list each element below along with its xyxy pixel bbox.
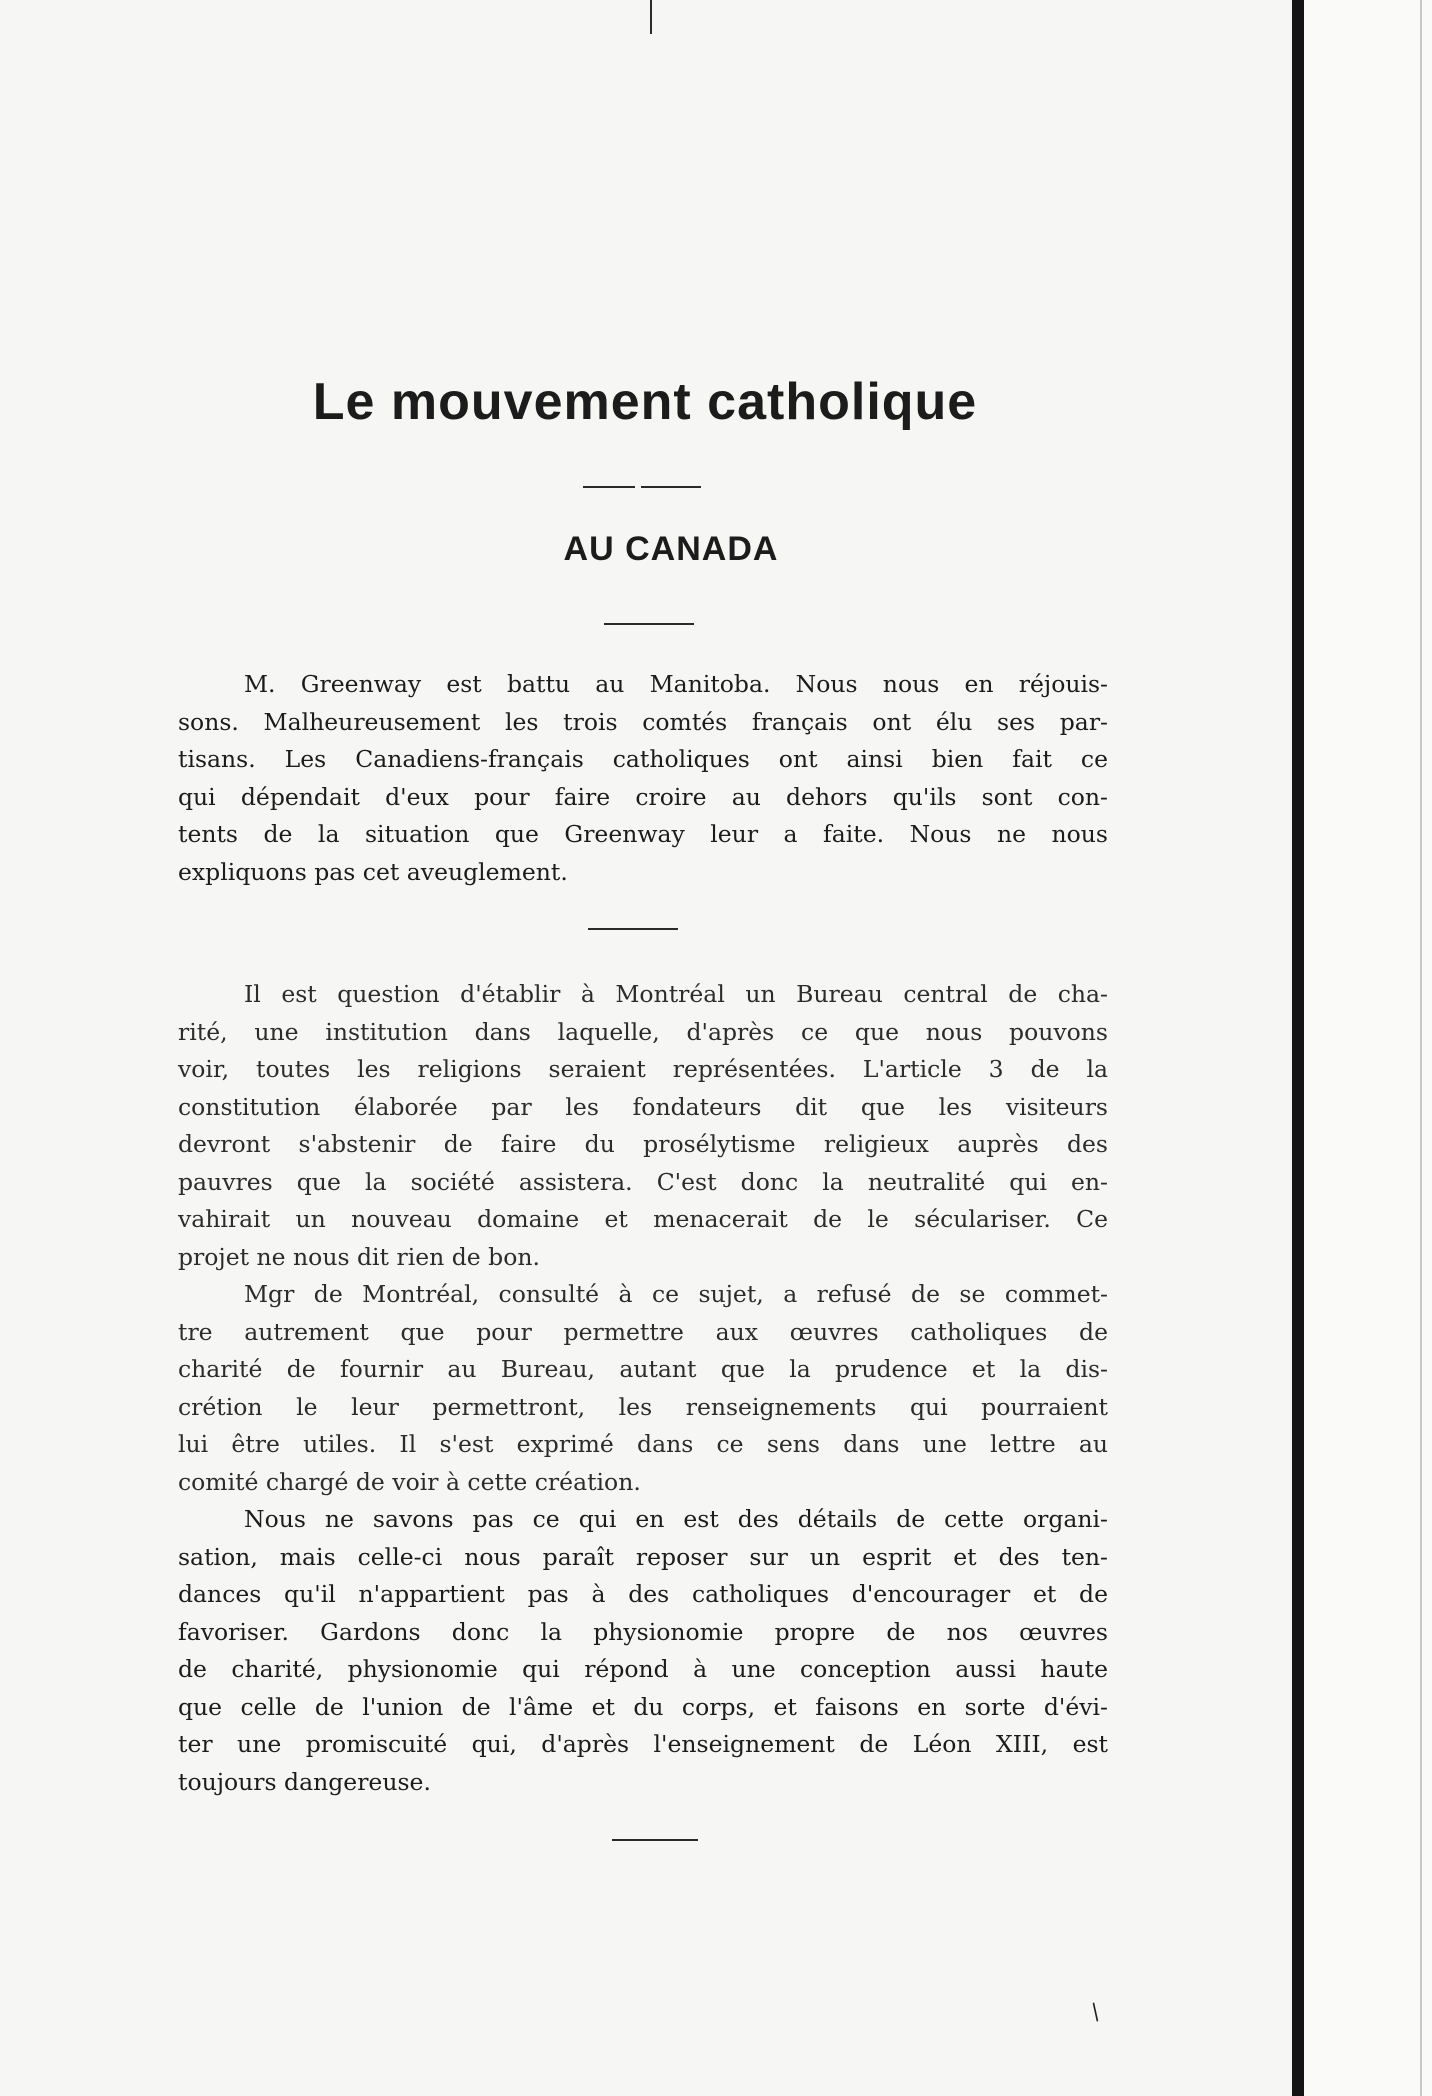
- text-line: projet ne nous dit rien de bon.: [178, 1242, 540, 1271]
- text-line: que celle de l'union de l'âme et du corps, et faisons en sorte d'évi-: [178, 1692, 1108, 1721]
- scan-speck: /: [1086, 1999, 1106, 2026]
- text-line: dances qu'il n'appartient pas à des catholiques d'encourager et de: [178, 1580, 1108, 1608]
- text-line: de charité, physionomie qui répond à une conception aussi haute: [178, 1655, 1108, 1683]
- end-divider: [612, 1839, 698, 1841]
- text-line: tisans. Les Canadiens-français catholiques ont ainsi bien fait ce: [178, 745, 1108, 773]
- book-spine: [1292, 0, 1304, 2096]
- text-line: expliquons pas cet aveuglement.: [178, 857, 568, 886]
- text-line: qui dépendait d'eux pour faire croire au dehors qu'ils sont con-: [178, 782, 1108, 811]
- text-line: crétion le leur permettront, les renseignements qui pourraient: [178, 1392, 1108, 1421]
- text-line: pauvres que la société assistera. C'est donc la neutralité qui en-: [178, 1167, 1108, 1196]
- section-divider-1: [588, 928, 678, 930]
- title-divider: [583, 486, 635, 488]
- text-line: ter une promiscuité qui, d'après l'enseignement de Léon XIII, est: [178, 1730, 1108, 1758]
- text-line: vahirait un nouveau domaine et menacerait de le séculariser. Ce: [178, 1205, 1108, 1233]
- facing-page-edge: [1304, 0, 1432, 2096]
- scan-edge-line: [1420, 0, 1422, 2096]
- text-line: sons. Malheureusement les trois comtés français ont élu ses par-: [178, 707, 1108, 736]
- article-title: Le mouvement catholique: [312, 373, 978, 431]
- text-line: Il est question d'établir à Montréal un Bureau central de cha-: [244, 980, 1108, 1008]
- text-line: M. Greenway est battu au Manitoba. Nous nous en réjouis-: [244, 670, 1108, 698]
- title-divider-2: [641, 486, 701, 488]
- text-line: comité chargé de voir à cette création.: [178, 1467, 641, 1496]
- text-line: Nous ne savons pas ce qui en est des détails de cette organi-: [244, 1505, 1108, 1533]
- text-line: devront s'abstenir de faire du prosélytisme religieux auprès des: [178, 1130, 1108, 1158]
- paragraph-greenway: [178, 666, 1108, 891]
- scan-mark: [650, 0, 652, 34]
- text-line: rité, une institution dans laquelle, d'après ce que nous pouvons: [178, 1017, 1108, 1046]
- paragraph-mgr-montreal: [178, 1276, 1108, 1501]
- text-line: sation, mais celle-ci nous paraît reposer sur un esprit et des ten-: [178, 1542, 1108, 1571]
- paragraph-bureau-charite: [178, 976, 1108, 1276]
- text-line: Mgr de Montréal, consulté à ce sujet, a refusé de se commet-: [244, 1280, 1108, 1308]
- text-line: charité de fournir au Bureau, autant que la prudence et la dis-: [178, 1355, 1108, 1383]
- text-line: favoriser. Gardons donc la physionomie propre de nos œuvres: [178, 1617, 1108, 1646]
- text-line: toujours dangereuse.: [178, 1767, 431, 1796]
- article-subtitle: AU CANADA: [563, 530, 779, 568]
- text-line: tre autrement que pour permettre aux œuvres catholiques de: [178, 1317, 1108, 1346]
- subtitle-divider: [604, 623, 694, 625]
- paragraph-physionomie: [178, 1501, 1108, 1801]
- text-line: voir, toutes les religions seraient représentées. L'article 3 de la: [178, 1055, 1108, 1083]
- text-line: constitution élaborée par les fondateurs dit que les visiteurs: [178, 1092, 1108, 1121]
- text-line: lui être utiles. Il s'est exprimé dans ce sens dans une lettre au: [178, 1430, 1108, 1458]
- text-line: tents de la situation que Greenway leur a faite. Nous ne nous: [178, 820, 1108, 848]
